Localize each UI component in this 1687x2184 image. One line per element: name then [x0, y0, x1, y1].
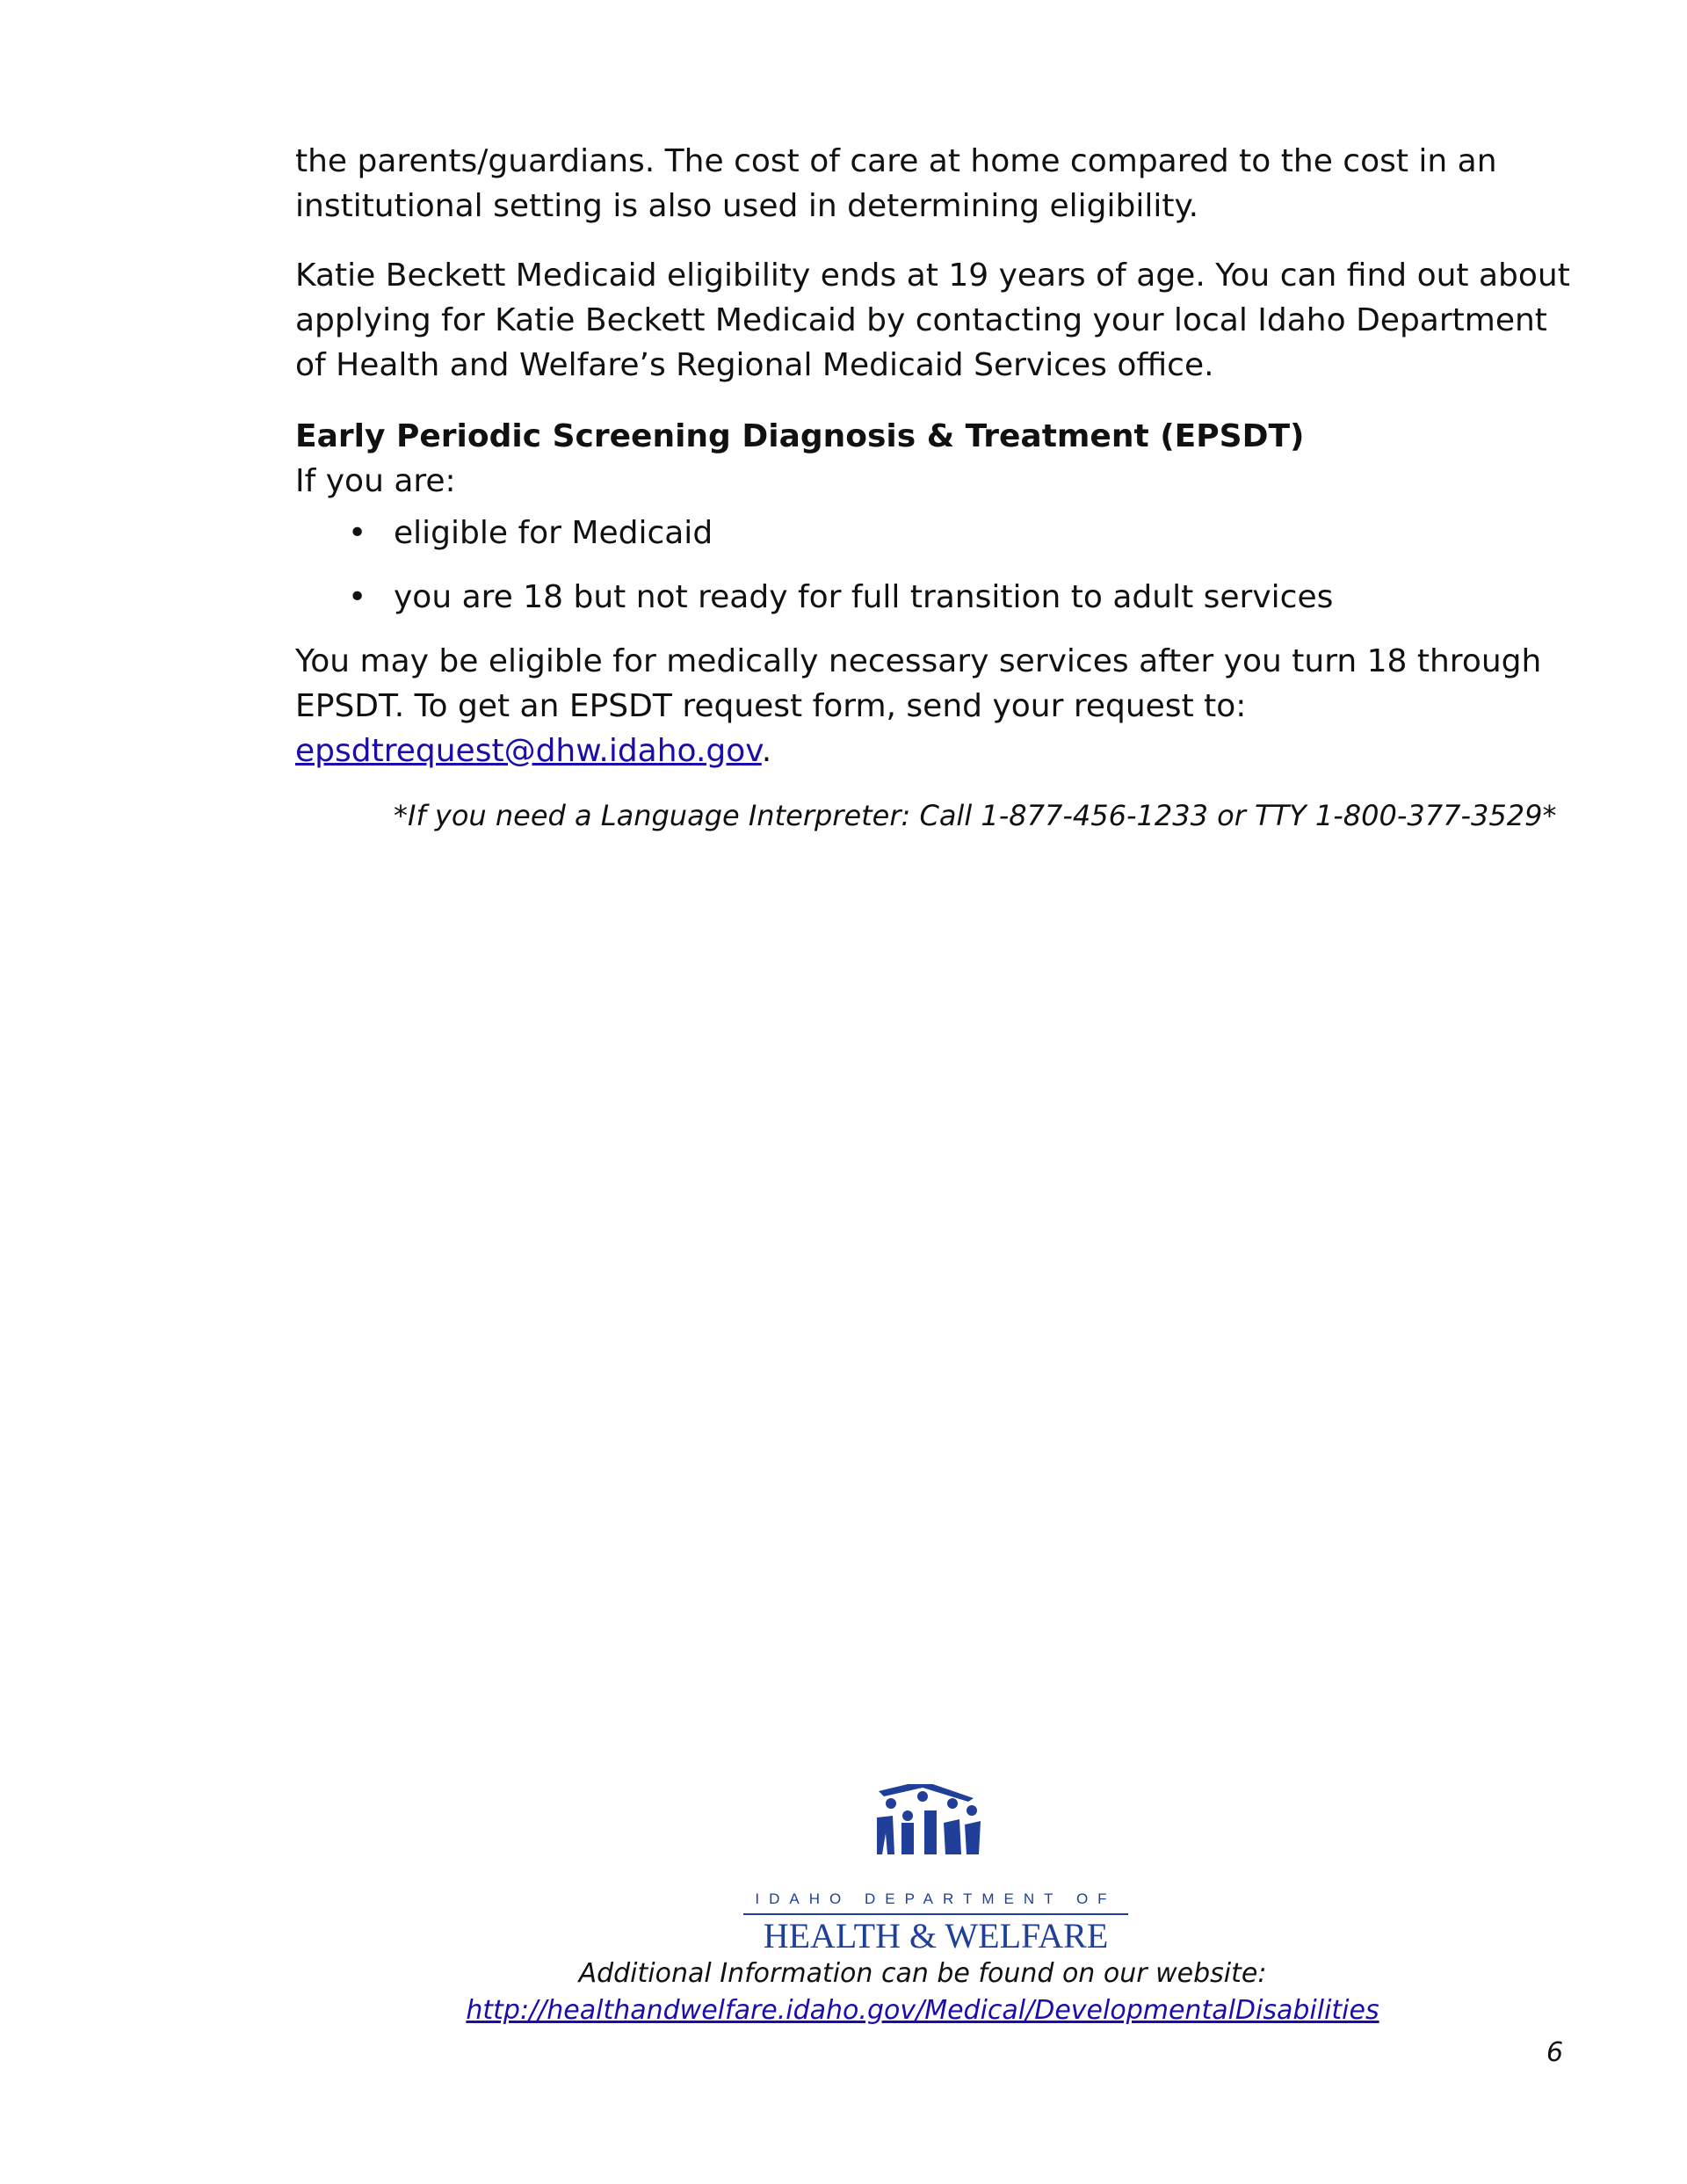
section-heading-epsdt: Early Periodic Screening Diagnosis & Treatment (EPSDT): [295, 418, 1305, 454]
bullet-icon: •: [348, 515, 367, 551]
page-number: 6: [1546, 2037, 1564, 2068]
list-item-text: you are 18 but not ready for full transition to adult services: [394, 579, 1334, 615]
email-link[interactable]: epsdtrequest@dhw.idaho.gov: [295, 733, 762, 769]
paragraph-care-cost: the parents/guardians. The cost of care at home compared to the cost in an institutional setting is also used in determining eligibility.: [295, 143, 1497, 224]
epsdt-body-end: .: [761, 733, 772, 769]
paragraph-epsdt-request: [295, 639, 1578, 773]
idhw-logo: [738, 1784, 1133, 1969]
list-item: [295, 575, 1578, 620]
paragraph-katie-beckett: Katie Beckett Medicaid eligibility ends at 19 years of age. You can find out about applying for Katie Beckett Medicaid by contacting your local Idaho Department of Health and Welfare’s Regional Medicaid Services office.: [295, 258, 1570, 383]
document-body: [295, 139, 1578, 835]
bullet-icon: •: [348, 579, 367, 615]
logo-line1: IDAHO DEPARTMENT OF: [755, 1890, 1117, 1907]
logo-line2: HEALTH & WELFARE: [763, 1916, 1109, 1955]
interpreter-note: *If you need a Language Interpreter: Call 1-877-456-1233 or TTY 1-800-377-3529*: [394, 799, 1557, 832]
family-house-icon: [877, 1784, 981, 1854]
eligibility-list: [295, 511, 1578, 620]
footer-info: Additional Information can be found on our website:: [578, 1958, 1267, 1989]
list-item: [295, 511, 1578, 555]
list-item-text: eligible for Medicaid: [394, 515, 713, 551]
epsdt-body-text: You may be eligible for medically necessary services after you turn 18 through EPSDT. To get an EPSDT request form, send your request to:: [295, 643, 1542, 724]
epsdt-intro: If you are:: [295, 463, 456, 499]
website-link[interactable]: http://healthandwelfare.idaho.gov/Medical/DevelopmentalDisabilities: [466, 1995, 1379, 2026]
